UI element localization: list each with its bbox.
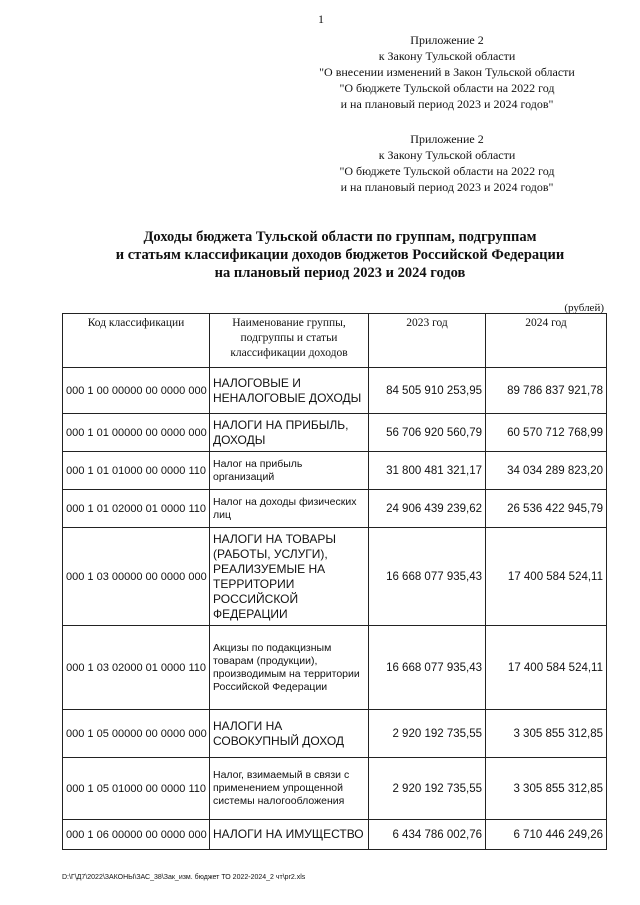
row-value-2024: 3 305 855 312,85 (486, 710, 607, 758)
table-row (63, 368, 607, 414)
table-row (63, 820, 607, 850)
title-line: Доходы бюджета Тульской области по группам, подгруппам (143, 229, 537, 245)
page-number: 1 (318, 12, 324, 26)
row-name: Акцизы по подакцизным товарам (продукции), производимым на территории Российской Федерации (210, 626, 369, 710)
row-value-2024: 60 570 712 768,99 (486, 414, 607, 452)
row-value-2023: 56 706 920 560,79 (369, 414, 486, 452)
row-value-2023: 24 906 439 239,62 (369, 490, 486, 528)
row-value-2023: 16 668 077 935,43 (369, 528, 486, 626)
annex-line: к Закону Тульской области (378, 49, 516, 63)
row-value-2023: 2 920 192 735,55 (369, 710, 486, 758)
table-row (63, 758, 607, 820)
annex-header-original (292, 131, 602, 195)
annex-line: Приложение 2 (410, 33, 484, 47)
row-value-2024: 17 400 584 524,11 (486, 626, 607, 710)
annex-line: "О бюджете Тульской области на 2022 год (339, 164, 555, 178)
row-code: 000 1 06 00000 00 0000 000 (63, 820, 210, 850)
annex-line: "О внесении изменений в Закон Тульской области (319, 65, 575, 79)
annex-line: и на плановый период 2023 и 2024 годов" (340, 97, 554, 111)
header-2024: 2024 год (486, 314, 607, 368)
table-row (63, 528, 607, 626)
annex-line: Приложение 2 (410, 132, 484, 146)
row-code: 000 1 01 01000 00 0000 110 (63, 452, 210, 490)
row-value-2023: 84 505 910 253,95 (369, 368, 486, 414)
table-row (63, 490, 607, 528)
title-line: на плановый период 2023 и 2024 годов (214, 265, 466, 281)
row-name: Налог на доходы физических лиц (210, 490, 369, 528)
annex-header-amendment (292, 32, 602, 112)
document-title (60, 228, 620, 282)
income-table (62, 313, 607, 850)
row-value-2024: 89 786 837 921,78 (486, 368, 607, 414)
row-code: 000 1 01 00000 00 0000 000 (63, 414, 210, 452)
row-code: 000 1 03 00000 00 0000 000 (63, 528, 210, 626)
row-name: НАЛОГИ НА СОВОКУПНЫЙ ДОХОД (210, 710, 369, 758)
row-name: НАЛОГИ НА ПРИБЫЛЬ, ДОХОДЫ (210, 414, 369, 452)
row-value-2023: 16 668 077 935,43 (369, 626, 486, 710)
row-value-2023: 6 434 786 002,76 (369, 820, 486, 850)
header-code: Код классификации (63, 314, 210, 368)
row-code: 000 1 00 00000 00 0000 000 (63, 368, 210, 414)
currency-note: (рублей) (564, 302, 604, 314)
table-row (63, 452, 607, 490)
row-value-2024: 17 400 584 524,11 (486, 528, 607, 626)
row-name: НАЛОГОВЫЕ И НЕНАЛОГОВЫЕ ДОХОДЫ (210, 368, 369, 414)
row-code: 000 1 01 02000 01 0000 110 (63, 490, 210, 528)
row-value-2024: 3 305 855 312,85 (486, 758, 607, 820)
row-code: 000 1 05 00000 00 0000 000 (63, 710, 210, 758)
row-value-2024: 6 710 446 249,26 (486, 820, 607, 850)
table-row (63, 414, 607, 452)
row-value-2024: 34 034 289 823,20 (486, 452, 607, 490)
table-row (63, 626, 607, 710)
table-header-row (63, 314, 607, 368)
row-name: Налог на прибыль организаций (210, 452, 369, 490)
row-value-2024: 26 536 422 945,79 (486, 490, 607, 528)
row-value-2023: 31 800 481 321,17 (369, 452, 486, 490)
header-name: Наименование группы, подгруппы и статьи классификации доходов (210, 314, 369, 368)
table-row (63, 710, 607, 758)
title-line: и статьям классификации доходов бюджетов Российской Федерации (115, 247, 565, 263)
row-name: НАЛОГИ НА ТОВАРЫ (РАБОТЫ, УСЛУГИ), РЕАЛИЗУЕМЫЕ НА ТЕРРИТОРИИ РОССИЙСКОЙ ФЕДЕРАЦИИ (210, 528, 369, 626)
row-code: 000 1 05 01000 00 0000 110 (63, 758, 210, 820)
row-value-2023: 2 920 192 735,55 (369, 758, 486, 820)
row-name: Налог, взимаемый в связи с применением упрощенной системы налогообложения (210, 758, 369, 820)
header-2023: 2023 год (369, 314, 486, 368)
annex-line: к Закону Тульской области (378, 148, 516, 162)
annex-line: "О бюджете Тульской области на 2022 год (339, 81, 555, 95)
annex-line: и на плановый период 2023 и 2024 годов" (340, 180, 554, 194)
row-name: НАЛОГИ НА ИМУЩЕСТВО (210, 820, 369, 850)
row-code: 000 1 03 02000 01 0000 110 (63, 626, 210, 710)
footer-file-path: D:\Г\Д7\2022\ЗАКОНЫ\ЗАС_38\Зак_изм. бюджет ТО 2022-2024_2 чт\pr2.xls (62, 874, 306, 881)
